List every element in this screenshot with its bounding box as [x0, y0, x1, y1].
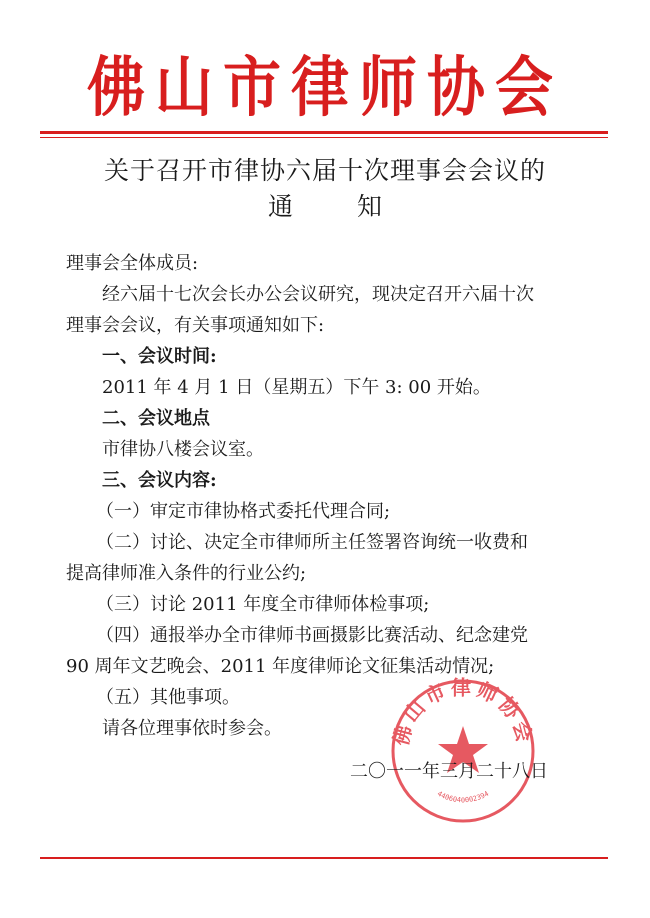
agenda-item-4-line2: 90 周年文艺晚会、2011 年度律师论文征集活动情况; [66, 656, 495, 677]
salutation: 理事会全体成员: [66, 253, 199, 274]
closing-line: 请各位理事依时参会。 [102, 718, 282, 739]
footer-rule [40, 857, 608, 859]
agenda-item-2-line2: 提高律师准入条件的行业公约; [66, 563, 307, 584]
section2-heading: 二、会议地点 [102, 408, 210, 429]
agenda-item-1: （一）审定市律协格式委托代理合同; [96, 501, 391, 522]
section3-heading: 三、会议内容: [102, 470, 217, 491]
section1-heading: 一、会议时间: [102, 346, 217, 367]
intro-line2: 理事会会议，有关事项通知如下: [66, 315, 325, 336]
agenda-item-2-line1: （二）讨论、决定全市律师所主任签署咨询统一收费和 [96, 532, 528, 553]
section2-text: 市律协八楼会议室。 [102, 439, 264, 460]
letterhead-org-name: 佛山市律师协会 [86, 48, 563, 126]
letterhead-rule-thick [40, 131, 608, 134]
official-seal [388, 676, 538, 826]
seal-text: 佛山市律师协会 [388, 676, 538, 749]
agenda-item-5: （五）其他事项。 [96, 687, 240, 708]
section1-text: 2011 年 4 月 1 日（星期五）下午 3: 00 开始。 [102, 377, 491, 398]
notice-title-line1: 关于召开市律协六届十次理事会会议的 [103, 156, 546, 185]
seal-serial: 4406040002394 [435, 789, 491, 805]
letterhead-rule-thin [40, 137, 608, 138]
agenda-item-4-line1: （四）通报举办全市律师书画摄影比赛活动、纪念建党 [96, 625, 528, 646]
agenda-item-3: （三）讨论 2011 年度全市律师体检事项; [96, 594, 430, 615]
notice-date: 二〇一一年三月二十八日 [350, 761, 548, 782]
notice-title-line2: 通 知 [268, 192, 410, 221]
intro-line1: 经六届十七次会长办公会议研究，现决定召开六届十次 [102, 284, 534, 305]
